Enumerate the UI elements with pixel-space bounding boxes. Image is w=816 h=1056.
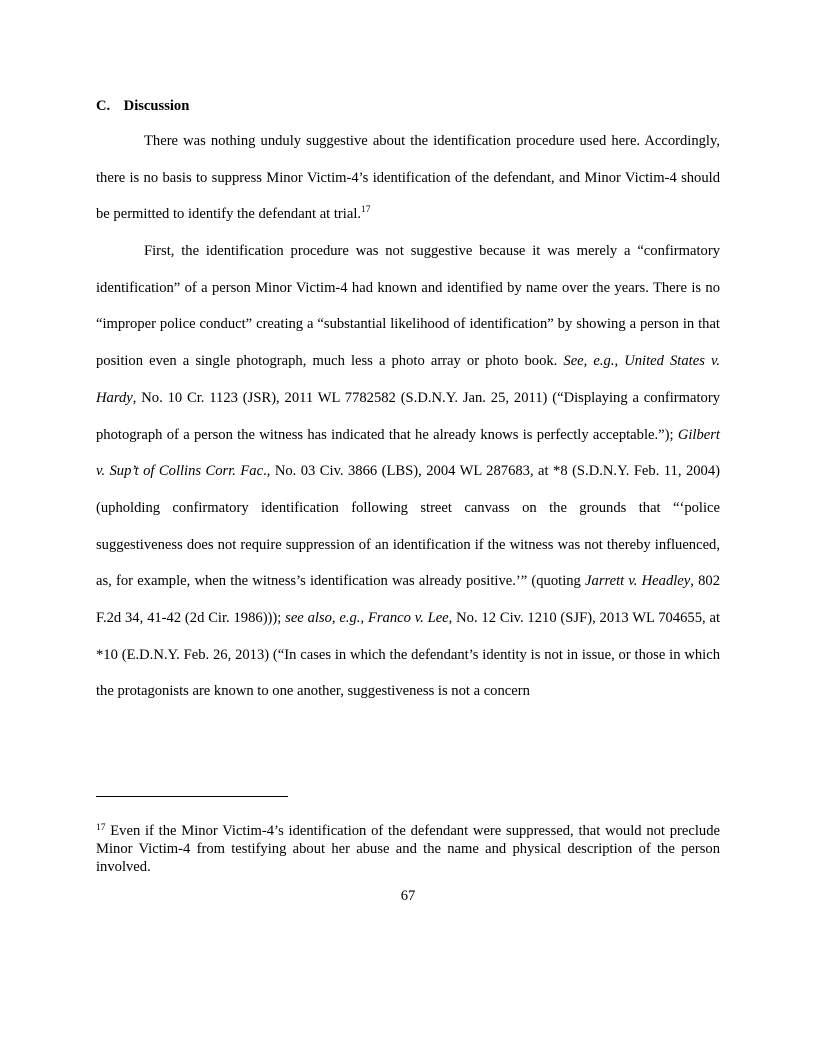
citation-jarrett: , 802 F.2d 34, 41-42 (2d Cir. 1986))); xyxy=(96,573,721,627)
case-name-jarrett: Jarrett v. Headley xyxy=(585,573,691,590)
case-name-franco: Franco v. Lee xyxy=(367,610,449,627)
citation-hardy: , No. 10 Cr. 1123 (JSR), 2011 WL 7782582 (S.D.N.Y. Jan. 25, 2011) (“Displaying a confirmatory photograph of a person the witness has indicated that he already knows is perfectly acceptable.”); xyxy=(96,389,720,443)
footnote-separator xyxy=(96,796,288,797)
section-title: Discussion xyxy=(123,98,190,114)
case-name-hardy: United States v. Hardy xyxy=(96,353,720,406)
footnote-text: Even if the Minor Victim-4’s identification of the defendant were suppressed, that would not preclude Minor Victim-4 from testifying about her abuse and the name and physical description of the person involved. xyxy=(96,823,720,875)
citation-franco: , No. 12 Civ. 1210 (SJF), 2013 WL 704655, at *10 (E.D.N.Y. Feb. 26, 2013) (“In cases in which the defendant’s identity is not in issue, or those in which the protagonists are known to one another, suggestiveness is not a concern xyxy=(96,610,721,700)
section-number: C. xyxy=(96,98,111,114)
case-name-gilbert: Gilbert v. Sup’t of Collins Corr. Fac xyxy=(96,426,720,480)
footnote-ref-17: 17 xyxy=(361,205,371,216)
citation-punct: , xyxy=(614,353,625,370)
section-heading xyxy=(96,96,189,116)
footnote-17 xyxy=(96,822,720,876)
citation-signal-see-also: see also, e.g. xyxy=(285,610,361,627)
page-number: 67 xyxy=(400,888,416,904)
citation-gilbert: ., No. 03 Civ. 3866 (LBS), 2004 WL 287683, at *8 (S.D.N.Y. Feb. 11, 2004) (upholding confirmatory identification following street canvass on the grounds that “‘police suggestiveness does not require suppression of an identification if the witness was not thereby influenced, as, for example, when the witness’s identification was already positive.’” (quoting xyxy=(96,463,720,590)
paragraph-2 xyxy=(96,233,720,710)
footnote-number: 17 xyxy=(96,823,106,833)
citation-punct: , xyxy=(360,610,368,627)
paragraph-2-text: First, the identification procedure was not suggestive because it was merely a “confirmatory identification” of a person Minor Victim-4 had known and identified by name over the years. There is no “improper police conduct” creating a “substantial likelihood of identification” by showing a person in that position even a single photograph, much less a photo array or photo book. xyxy=(96,243,720,370)
paragraph-1 xyxy=(96,123,720,233)
citation-signal: See, e.g. xyxy=(563,353,615,370)
paragraph-1-text: There was nothing unduly suggestive about the identification procedure used here. Accordingly, there is no basis to suppress Minor Victim-4’s identification of the defendant, and Minor Victim-4 should be permitted to identify the defendant at trial. xyxy=(96,133,720,223)
